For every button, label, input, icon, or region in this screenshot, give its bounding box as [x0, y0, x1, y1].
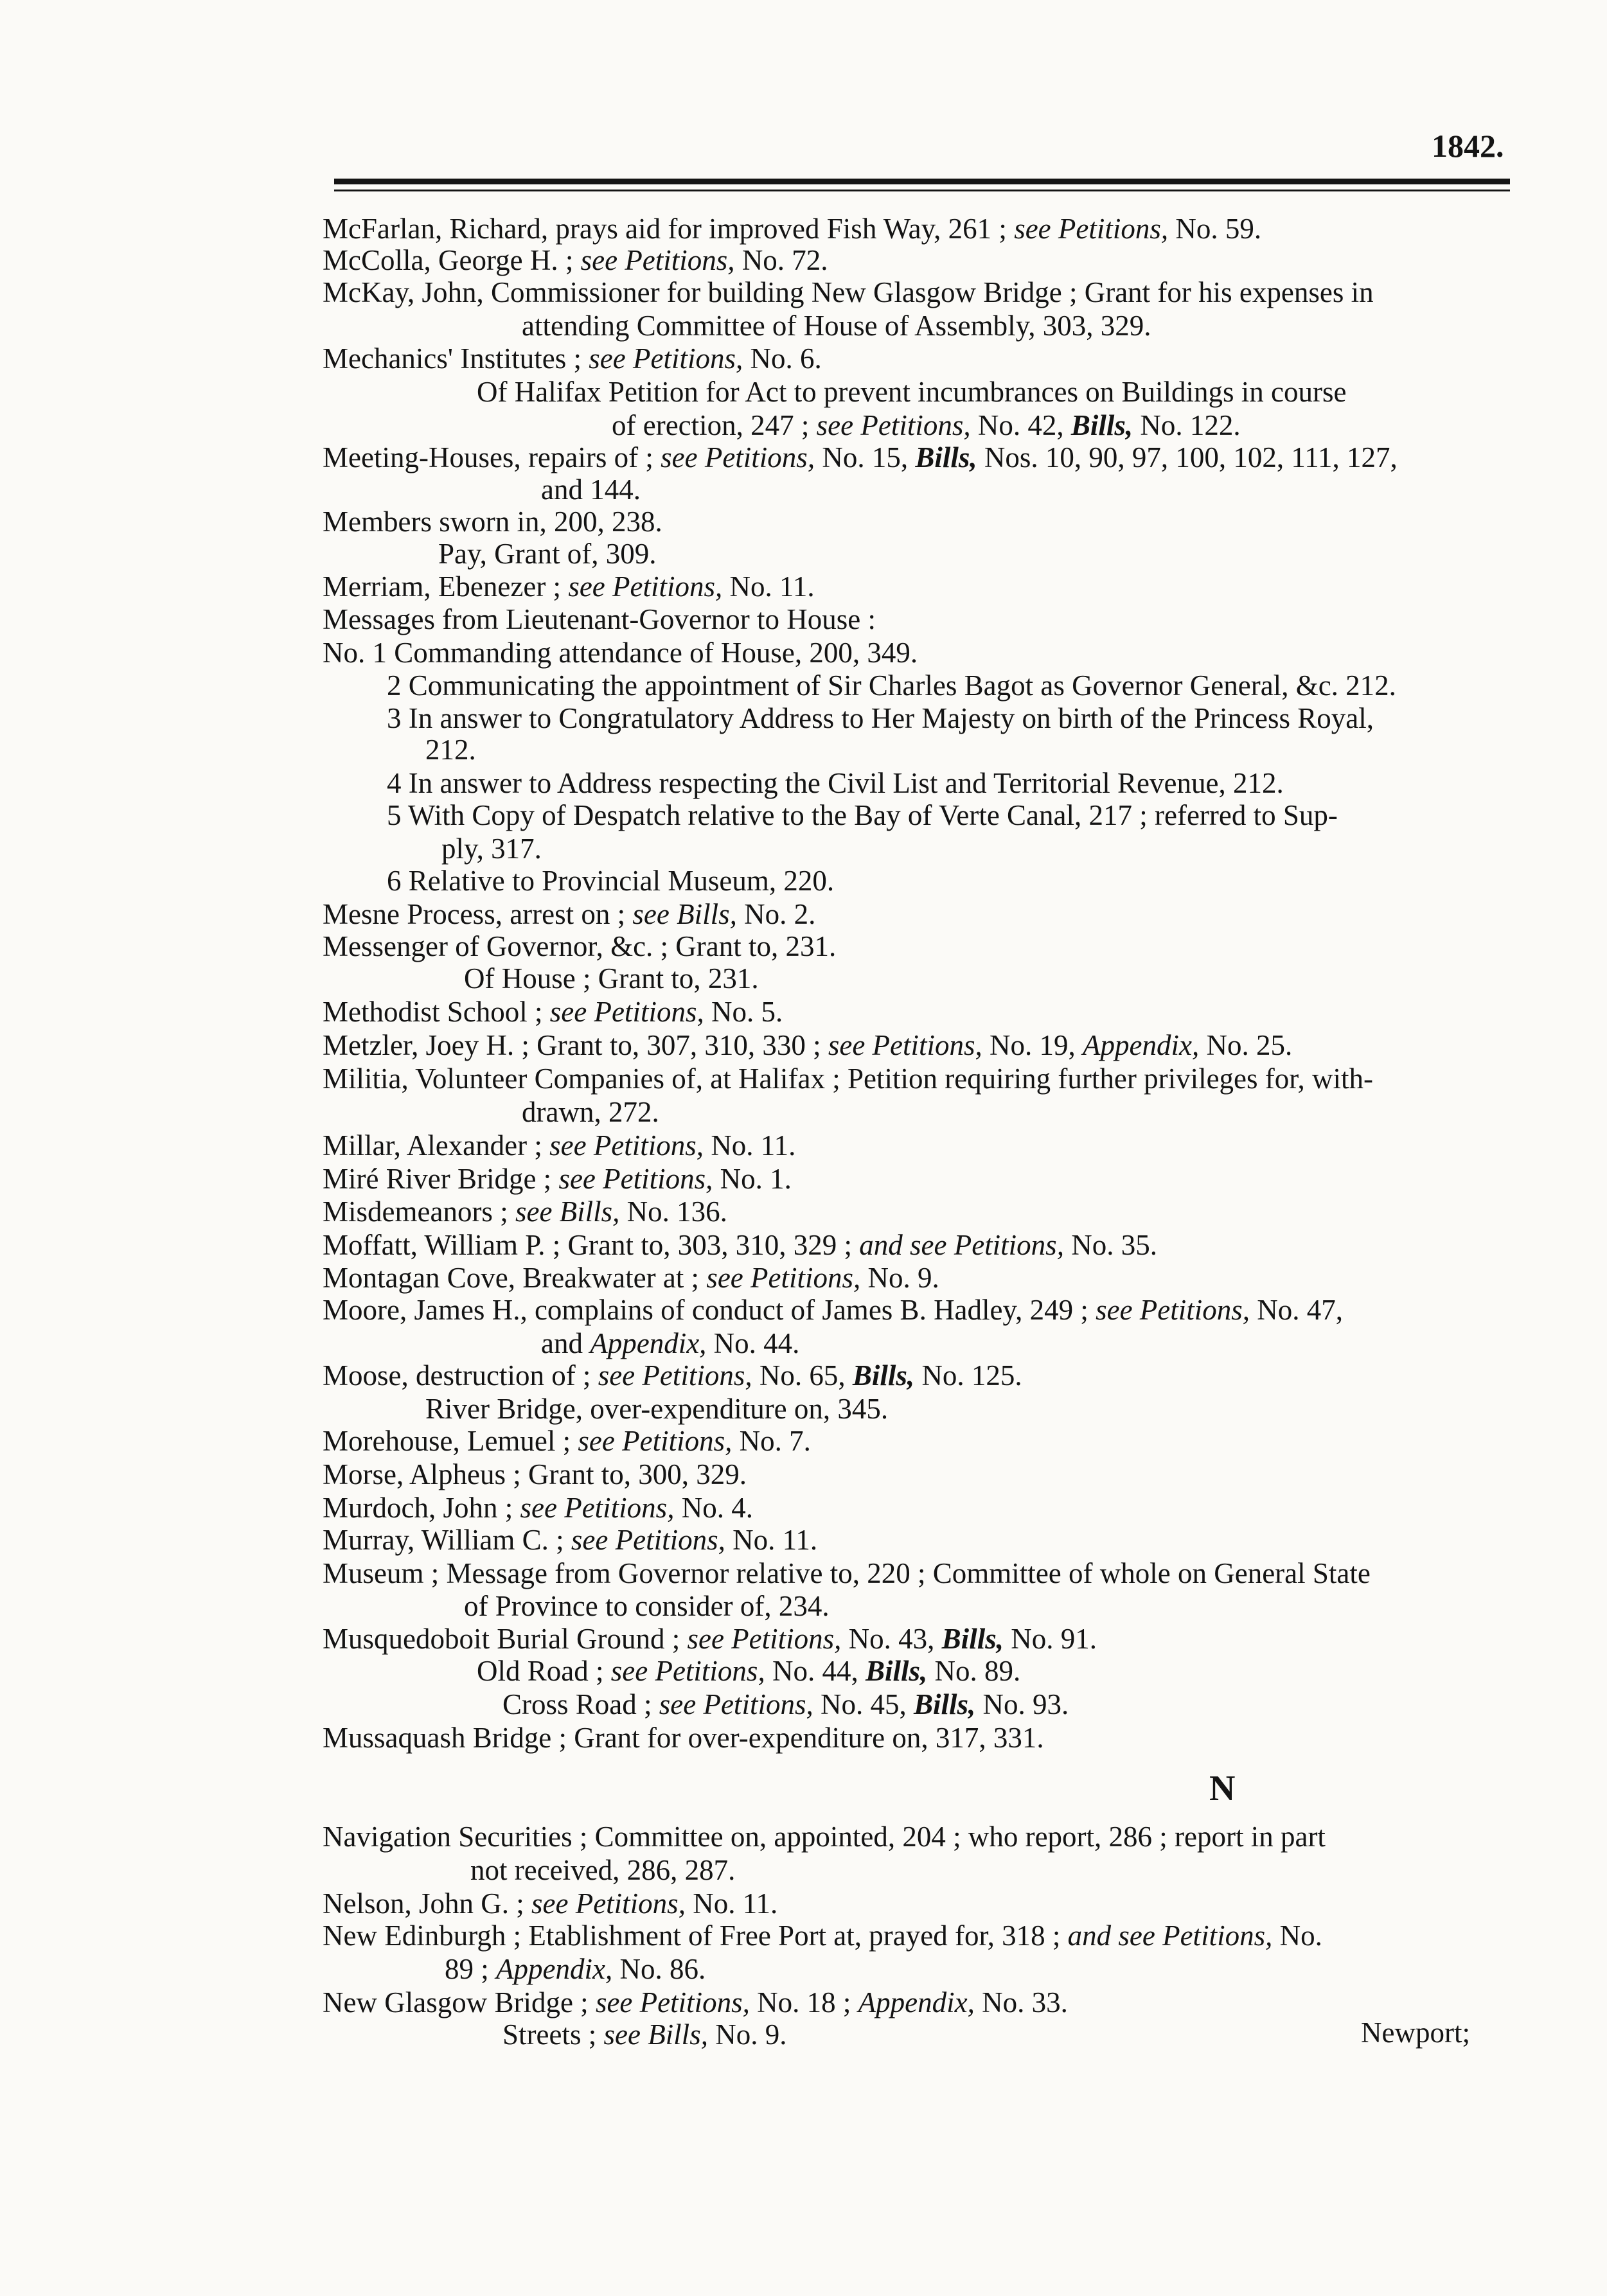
index-reference: see Bills,	[515, 1196, 620, 1228]
index-reference: see Petitions,	[598, 1359, 752, 1391]
index-reference: see Petitions,	[571, 1524, 725, 1556]
index-line	[387, 799, 1338, 833]
index-reference: see Petitions,	[687, 1623, 842, 1655]
index-reference: Appendix,	[496, 1953, 613, 1985]
index-text: 212.	[425, 734, 476, 766]
index-line	[522, 310, 1151, 343]
index-text: Millar, Alexander ;	[323, 1129, 550, 1161]
index-text: Old Road ;	[477, 1655, 611, 1687]
index-reference: see Bills,	[632, 898, 737, 930]
index-line	[323, 898, 815, 932]
index-reference: see Petitions,	[1096, 1294, 1250, 1326]
index-text: No. 5.	[704, 996, 783, 1028]
index-reference: see Petitions,	[706, 1262, 861, 1294]
index-line	[387, 702, 1374, 736]
index-line	[541, 473, 641, 507]
catchword: Newport;	[1361, 2017, 1470, 2049]
index-text: Cross Road ;	[502, 1688, 659, 1720]
index-line	[323, 603, 876, 637]
index-line	[445, 1953, 706, 1986]
index-text: No. 125.	[914, 1359, 1022, 1391]
index-text: Morehouse, Lemuel ;	[323, 1425, 578, 1457]
index-text: No. 4.	[674, 1492, 753, 1524]
index-text: ply, 317.	[441, 833, 542, 865]
index-text: Metzler, Joey H. ; Grant to, 307, 310, 330 ;	[323, 1029, 828, 1061]
index-text: 6 Relative to Provincial Museum, 220.	[387, 865, 835, 897]
index-text: No. 86.	[612, 1953, 706, 1985]
index-line	[541, 1327, 799, 1361]
index-text: Nelson, John G. ;	[323, 1887, 531, 1920]
index-text: No. 93.	[975, 1688, 1069, 1720]
index-line	[387, 865, 834, 898]
index-reference: Bills,	[1070, 409, 1133, 441]
index-line	[470, 1854, 735, 1887]
index-reference: see Petitions,	[595, 1986, 750, 2018]
index-line	[323, 1492, 753, 1525]
header-rule-thin	[334, 190, 1510, 191]
index-text: Murdoch, John ;	[323, 1492, 520, 1524]
index-text: No. 35.	[1063, 1229, 1157, 1261]
index-text: and	[541, 1327, 590, 1359]
index-reference: see Petitions,	[558, 1163, 713, 1195]
index-text: No. 19,	[982, 1029, 1083, 1061]
index-line	[612, 409, 1241, 443]
index-text: Of Halifax Petition for Act to prevent incumbrances on Buildings in course	[477, 376, 1347, 408]
index-reference: see Petitions,	[520, 1492, 675, 1524]
index-text: No. 136.	[619, 1196, 727, 1228]
index-text: Merriam, Ebenezer ;	[323, 570, 569, 603]
index-line	[323, 1722, 1044, 1755]
index-line	[323, 342, 822, 376]
index-reference: Appendix,	[1083, 1029, 1200, 1061]
index-text: Messages from Lieutenant-Governor to House :	[323, 603, 876, 635]
index-text: River Bridge, over-expenditure on, 345.	[425, 1393, 889, 1425]
index-text: McFarlan, Richard, prays aid for improved Fish Way, 261 ;	[323, 213, 1015, 245]
index-text: No. 1.	[713, 1163, 792, 1195]
index-text: Moore, James H., complains of conduct of James B. Hadley, 249 ;	[323, 1294, 1096, 1326]
index-text: Streets ;	[502, 2018, 604, 2051]
index-text: Mussaquash Bridge ; Grant for over-expenditure on, 317, 331.	[323, 1722, 1044, 1754]
index-text: of erection, 247 ;	[612, 409, 817, 441]
index-line	[502, 1688, 1069, 1722]
index-text: No. 47,	[1250, 1294, 1344, 1326]
index-text: Museum ; Message from Governor relative to, 220 ; Committee of whole on General State	[323, 1557, 1371, 1589]
index-line	[323, 1262, 939, 1295]
index-text: No. 89.	[927, 1655, 1021, 1687]
index-reference: see Petitions,	[828, 1029, 982, 1061]
index-line	[323, 1524, 817, 1557]
index-line	[323, 930, 836, 964]
index-reference: see Petitions,	[549, 996, 704, 1028]
index-text: McColla, George H. ;	[323, 244, 581, 276]
index-text: No. 11.	[704, 1129, 796, 1161]
index-text: Moose, destruction of ;	[323, 1359, 598, 1391]
index-reference: Bills,	[865, 1655, 928, 1687]
index-text: Morse, Alpheus ; Grant to, 300, 329.	[323, 1458, 747, 1490]
index-text: No. 7.	[732, 1425, 811, 1457]
index-line	[323, 1887, 777, 1921]
index-line	[323, 1821, 1326, 1854]
index-line	[323, 506, 662, 539]
index-reference: see Petitions,	[531, 1887, 686, 1920]
index-reference: see Petitions,	[580, 244, 735, 276]
index-text: No. 44,	[765, 1655, 866, 1687]
index-text: No. 15,	[815, 441, 916, 473]
index-text: 2 Communicating the appointment of Sir Charles Bagot as Governor General, &c. 212.	[387, 669, 1396, 702]
index-reference: see Petitions,	[549, 1129, 704, 1161]
index-reference: Appendix,	[858, 1986, 975, 2018]
index-text: No. 9.	[860, 1262, 939, 1294]
index-line	[323, 1063, 1373, 1096]
index-text: No. 122.	[1133, 409, 1241, 441]
index-text: Miré River Bridge ;	[323, 1163, 559, 1195]
index-reference: Bills,	[852, 1359, 915, 1391]
index-line	[323, 1557, 1371, 1591]
index-text: not received, 286, 287.	[470, 1854, 736, 1886]
index-reference: Bills,	[915, 441, 977, 473]
index-text: No. 1 Commanding attendance of House, 200, 349.	[323, 637, 918, 669]
index-line	[323, 1229, 1157, 1262]
index-reference: see Petitions,	[661, 441, 815, 473]
index-reference: see Petitions,	[1014, 213, 1169, 245]
index-text: No. 65,	[752, 1359, 853, 1391]
index-line	[323, 1986, 1068, 2020]
index-line	[441, 833, 542, 866]
index-line	[323, 570, 815, 604]
index-text: Murray, William C. ;	[323, 1524, 571, 1556]
index-line	[425, 1393, 888, 1426]
index-text: Nos. 10, 90, 97, 100, 102, 111, 127,	[977, 441, 1398, 473]
index-text: Methodist School ;	[323, 996, 550, 1028]
index-text: Misdemeanors ;	[323, 1196, 515, 1228]
index-text: No. 43,	[841, 1623, 942, 1655]
index-line	[464, 1590, 830, 1623]
index-text: No. 44.	[706, 1327, 800, 1359]
index-text: No. 18 ;	[749, 1986, 858, 2018]
index-reference: Bills,	[941, 1623, 1004, 1655]
index-text: Mechanics' Institutes ;	[323, 342, 589, 375]
index-text: attending Committee of House of Assembly, 303, 329.	[522, 310, 1151, 342]
index-text: Moffatt, William P. ; Grant to, 303, 310, 329 ;	[323, 1229, 860, 1261]
index-reference: see Bills,	[603, 2018, 708, 2051]
index-line	[477, 376, 1346, 409]
index-line	[323, 1458, 747, 1492]
index-line	[323, 1163, 792, 1196]
index-line	[323, 1920, 1322, 1953]
index-text: Navigation Securities ; Committee on, appointed, 204 ; who report, 286 ; report in part	[323, 1821, 1326, 1853]
header-rule-thick	[334, 179, 1510, 184]
index-text: No. 6.	[743, 342, 822, 375]
index-text: New Edinburgh ; Etablishment of Free Port at, prayed for, 318 ;	[323, 1920, 1068, 1952]
index-reference: see Petitions,	[589, 342, 743, 375]
index-reference: see Petitions,	[610, 1655, 765, 1687]
index-line	[464, 962, 759, 996]
index-text: of Province to consider of, 234.	[464, 1590, 830, 1622]
index-reference: Appendix,	[590, 1327, 707, 1359]
index-text: No. 11.	[722, 570, 815, 603]
index-text: 3 In answer to Congratulatory Address to Her Majesty on birth of the Princess Royal,	[387, 702, 1374, 734]
index-line	[323, 1129, 795, 1163]
index-text: No. 45,	[813, 1688, 914, 1720]
index-reference: see Petitions,	[659, 1688, 813, 1720]
index-text: No.	[1272, 1920, 1322, 1952]
index-line	[323, 1294, 1343, 1327]
index-text: Meeting-Houses, repairs of ;	[323, 441, 661, 473]
index-line	[387, 669, 1396, 703]
index-text: No. 91.	[1003, 1623, 1097, 1655]
index-line	[502, 2018, 786, 2052]
index-reference: see Petitions,	[568, 570, 723, 603]
index-reference: see Petitions,	[578, 1425, 732, 1457]
index-text: New Glasgow Bridge ;	[323, 1986, 596, 2018]
index-line	[323, 244, 828, 278]
index-text: No. 25.	[1199, 1029, 1293, 1061]
index-line	[323, 213, 1261, 246]
index-text: 5 With Copy of Despatch relative to the Bay of Verte Canal, 217 ; referred to Sup-	[387, 799, 1338, 831]
index-line	[323, 276, 1374, 310]
index-line	[323, 441, 1398, 475]
index-text: Mesne Process, arrest on ;	[323, 898, 633, 930]
index-line	[323, 996, 783, 1029]
index-text: and 144.	[541, 473, 641, 506]
index-text: drawn, 272.	[522, 1096, 659, 1128]
page-year: 1842.	[1432, 128, 1504, 164]
index-text: No. 42,	[970, 409, 1071, 441]
index-line	[425, 734, 476, 767]
index-line	[323, 1029, 1292, 1063]
index-text: No. 2.	[736, 898, 816, 930]
index-text: No. 33.	[974, 1986, 1068, 2018]
index-line	[387, 767, 1284, 800]
index-text: Montagan Cove, Breakwater at ;	[323, 1262, 707, 1294]
index-line	[323, 1425, 811, 1458]
index-reference: and see Petitions,	[859, 1229, 1064, 1261]
index-reference: and see Petitions,	[1067, 1920, 1273, 1952]
index-text: 89 ;	[445, 1953, 497, 1985]
index-text: Musquedoboit Burial Ground ;	[323, 1623, 688, 1655]
index-text: No. 11.	[685, 1887, 778, 1920]
index-text: No. 11.	[725, 1524, 818, 1556]
index-text: Messenger of Governor, &c. ; Grant to, 231.	[323, 930, 837, 962]
index-text: No. 9.	[707, 2018, 787, 2051]
index-line	[438, 538, 657, 571]
index-line	[477, 1655, 1020, 1688]
index-text: Members sworn in, 200, 238.	[323, 506, 662, 538]
section-letter: N	[1209, 1769, 1236, 1808]
index-text: No. 72.	[734, 244, 828, 276]
index-text: Of House ; Grant to, 231.	[464, 962, 759, 994]
index-text: No. 59.	[1168, 213, 1262, 245]
index-text: 4 In answer to Address respecting the Civil List and Territorial Revenue, 212.	[387, 767, 1284, 799]
index-text: Pay, Grant of, 309.	[438, 538, 657, 570]
index-line	[323, 1359, 1022, 1393]
index-reference: Bills,	[913, 1688, 976, 1720]
index-line	[323, 1623, 1097, 1656]
index-line	[323, 1196, 727, 1229]
index-line	[323, 637, 918, 670]
index-line	[522, 1096, 659, 1129]
index-text: Militia, Volunteer Companies of, at Halifax ; Petition requiring further privileges for, with-	[323, 1063, 1373, 1095]
index-reference: see Petitions,	[816, 409, 971, 441]
index-text: McKay, John, Commissioner for building New Glasgow Bridge ; Grant for his expenses in	[323, 276, 1374, 308]
